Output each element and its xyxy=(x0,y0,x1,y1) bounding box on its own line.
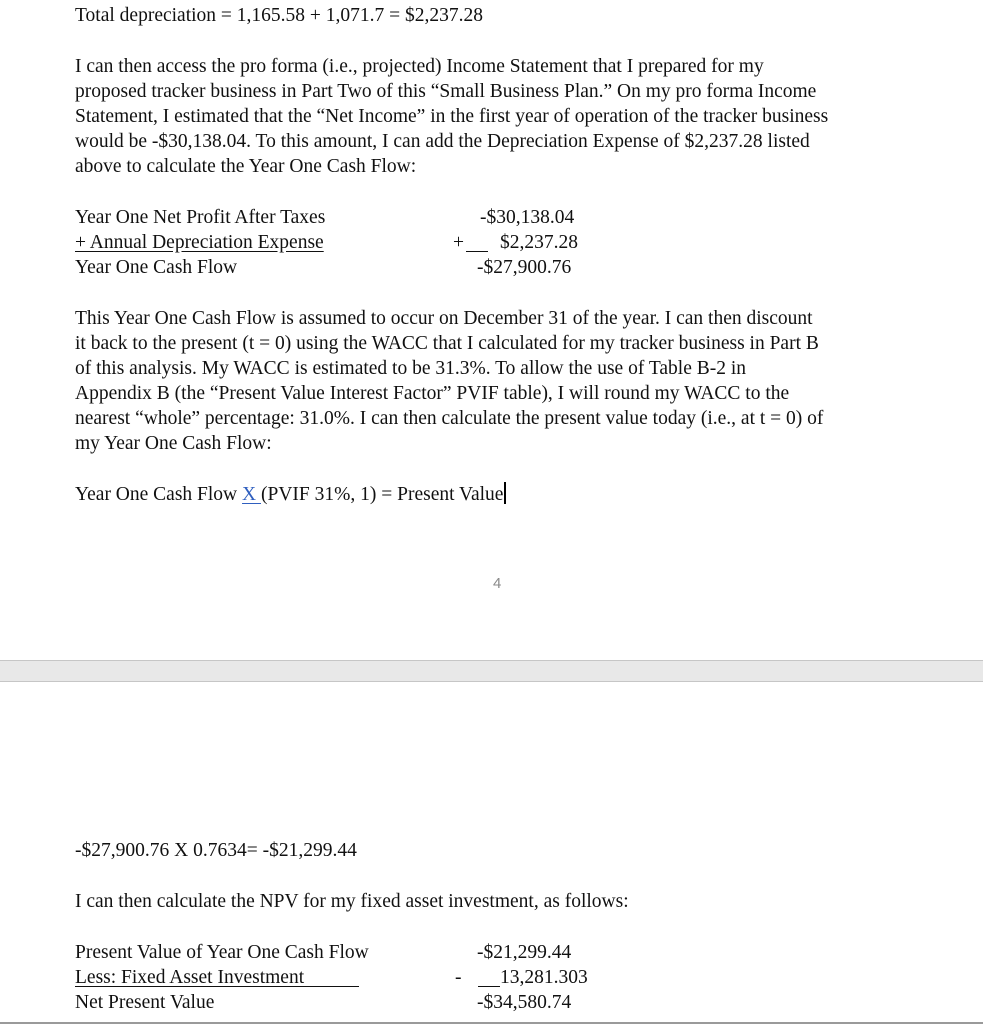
cash-flow-label: Year One Cash Flow xyxy=(75,257,238,278)
fixed-asset-label: Less: Fixed Asset Investment xyxy=(75,965,359,987)
pv-cash-flow-label: Present Value of Year One Cash Flow xyxy=(75,942,369,963)
total-depreciation-line: Total depreciation = 1,165.58 + 1,071.7 = $2,237.28 xyxy=(75,5,484,26)
page-number: 4 xyxy=(493,575,502,592)
pv-calculation-line: -$27,900.76 X 0.7634= -$21,299.44 xyxy=(75,840,357,861)
text-cursor xyxy=(504,482,506,504)
text-line: proposed tracker business in Part Two of this “Small Business Plan.” On my pro forma Income xyxy=(75,81,817,102)
text-line: my Year One Cash Flow: xyxy=(75,433,272,454)
text-line: it back to the present (t = 0) using the WACC that I calculated for my tracker business in Part B xyxy=(75,333,819,354)
text-line: would be -$30,138.04. To this amount, I can add the Depreciation Expense of $2,237.28 listed xyxy=(75,131,810,152)
net-profit-label: Year One Net Profit After Taxes xyxy=(75,207,326,228)
depreciation-value: $2,237.28 xyxy=(500,232,578,253)
depreciation-label: + Annual Depreciation Expense xyxy=(75,232,324,253)
fixed-asset-sign: - xyxy=(455,967,462,988)
pv-cash-flow-value: -$21,299.44 xyxy=(477,942,572,963)
pvif-formula[interactable] xyxy=(75,482,506,507)
formula-prefix: Year One Cash Flow xyxy=(75,484,243,505)
text-line: Statement, I estimated that the “Net Income” in the first year of operation of the tracker business xyxy=(75,106,829,127)
npv-value: -$34,580.74 xyxy=(477,992,572,1013)
cash-flow-value: -$27,900.76 xyxy=(477,257,572,278)
document-page-5 xyxy=(0,682,983,1024)
formula-x-mark: X xyxy=(242,484,261,505)
text-line: of this analysis. My WACC is estimated to be 31.3%. To allow the use of Table B-2 in xyxy=(75,358,747,379)
npv-label: Net Present Value xyxy=(75,992,215,1013)
depreciation-sign: + xyxy=(453,232,464,253)
depreciation-label-wrap xyxy=(75,230,361,255)
text-line: This Year One Cash Flow is assumed to occur on December 31 of the year. I can then discount xyxy=(75,308,813,329)
fixed-asset-value: 13,281.303 xyxy=(500,967,588,988)
npv-intro-line: I can then calculate the NPV for my fixed asset investment, as follows: xyxy=(75,891,629,912)
text-line: I can then access the pro forma (i.e., projected) Income Statement that I prepared for my xyxy=(75,56,764,77)
page-break xyxy=(0,660,983,682)
text-line: nearest “whole” percentage: 31.0%. I can then calculate the present value today (i.e., at t = 0) of xyxy=(75,408,824,429)
underline-blank xyxy=(478,965,500,987)
underline-blank xyxy=(466,230,488,252)
net-profit-value: -$30,138.04 xyxy=(480,207,575,228)
formula-rest: (PVIF 31%, 1) = Present Value xyxy=(261,484,504,505)
text-line: Appendix B (the “Present Value Interest Factor” PVIF table), I will round my WACC to the xyxy=(75,383,790,404)
text-line: above to calculate the Year One Cash Flow: xyxy=(75,156,417,177)
